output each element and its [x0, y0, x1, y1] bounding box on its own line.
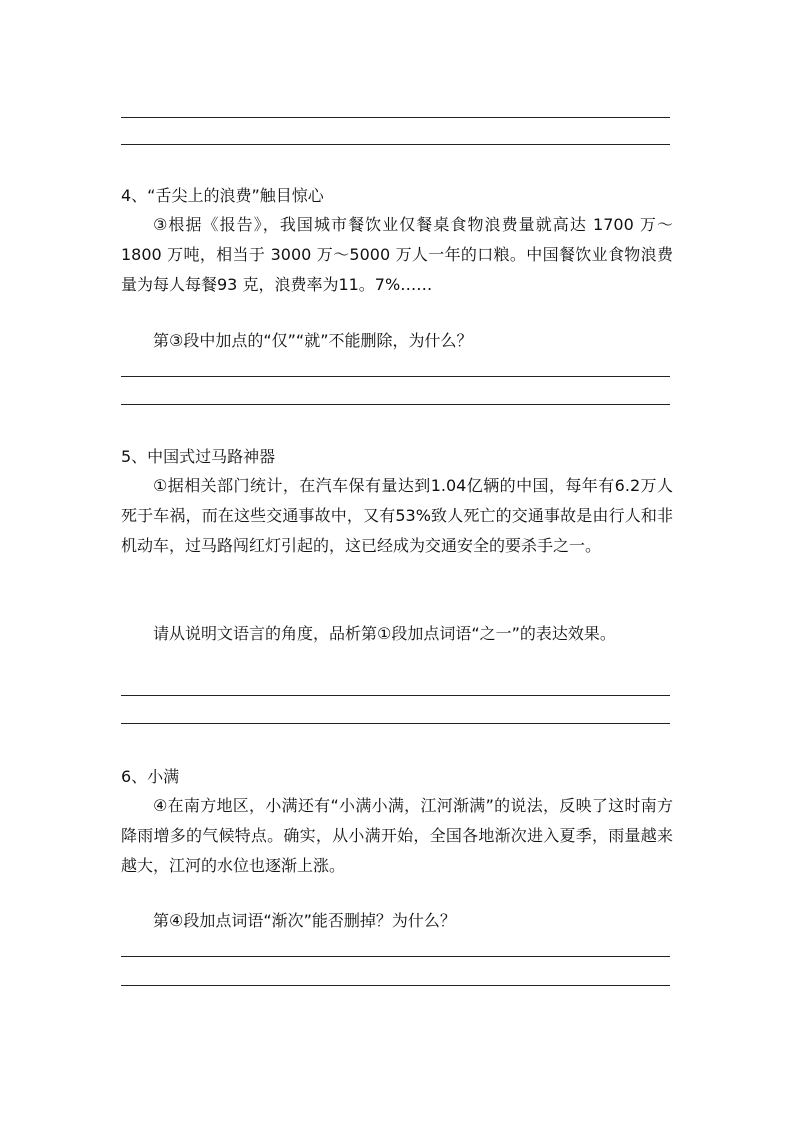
passage-paragraph: ①据相关部门统计，在汽车保有量达到1.04亿辆的中国，每年有6.2万人死于车祸，而在这些交通事故中，又有53%致人死亡的交通事故是由行人和非机动车，过马路闯红灯引起的，这已经成为交通安全的要杀手之一。 [121, 476, 673, 555]
answer-line [121, 117, 670, 118]
passage-paragraph: ③根据《报告》，我国城市餐饮业仅餐桌食物浪费量就高达 1700 万～1800 万吨，相当于 3000 万～5000 万人一年的口粮。中国餐饮业食物浪费量为每人每餐93 克，浪费率为11。7%…… [121, 215, 673, 294]
passage-paragraph: ④在南方地区，小满还有“小满小满，江河渐满”的说法，反映了这时南方降雨增多的气候特点。确实，从小满开始，全国各地渐次进入夏季，雨量越来越大，江河的水位也逐渐上涨。 [121, 796, 673, 875]
answer-line [121, 404, 670, 405]
answer-line [121, 723, 670, 724]
answer-line [121, 695, 670, 696]
question-prompt: 第④段加点词语“渐次”能否删掉？为什么？ [153, 911, 456, 930]
answer-line [121, 144, 670, 145]
question-heading: 4、“舌尖上的浪费”触目惊心 [121, 186, 324, 205]
question-prompt: 第③段中加点的“仅”“就”不能删除，为什么？ [153, 331, 473, 350]
question-prompt: 请从说明文语言的角度，品析第①段加点词语“之一”的表达效果。 [153, 624, 616, 643]
answer-line [121, 376, 670, 377]
answer-line [121, 956, 670, 957]
question-heading: 6、小满 [121, 767, 180, 786]
question-heading: 5、中国式过马路神器 [121, 447, 276, 466]
answer-line [121, 985, 670, 986]
